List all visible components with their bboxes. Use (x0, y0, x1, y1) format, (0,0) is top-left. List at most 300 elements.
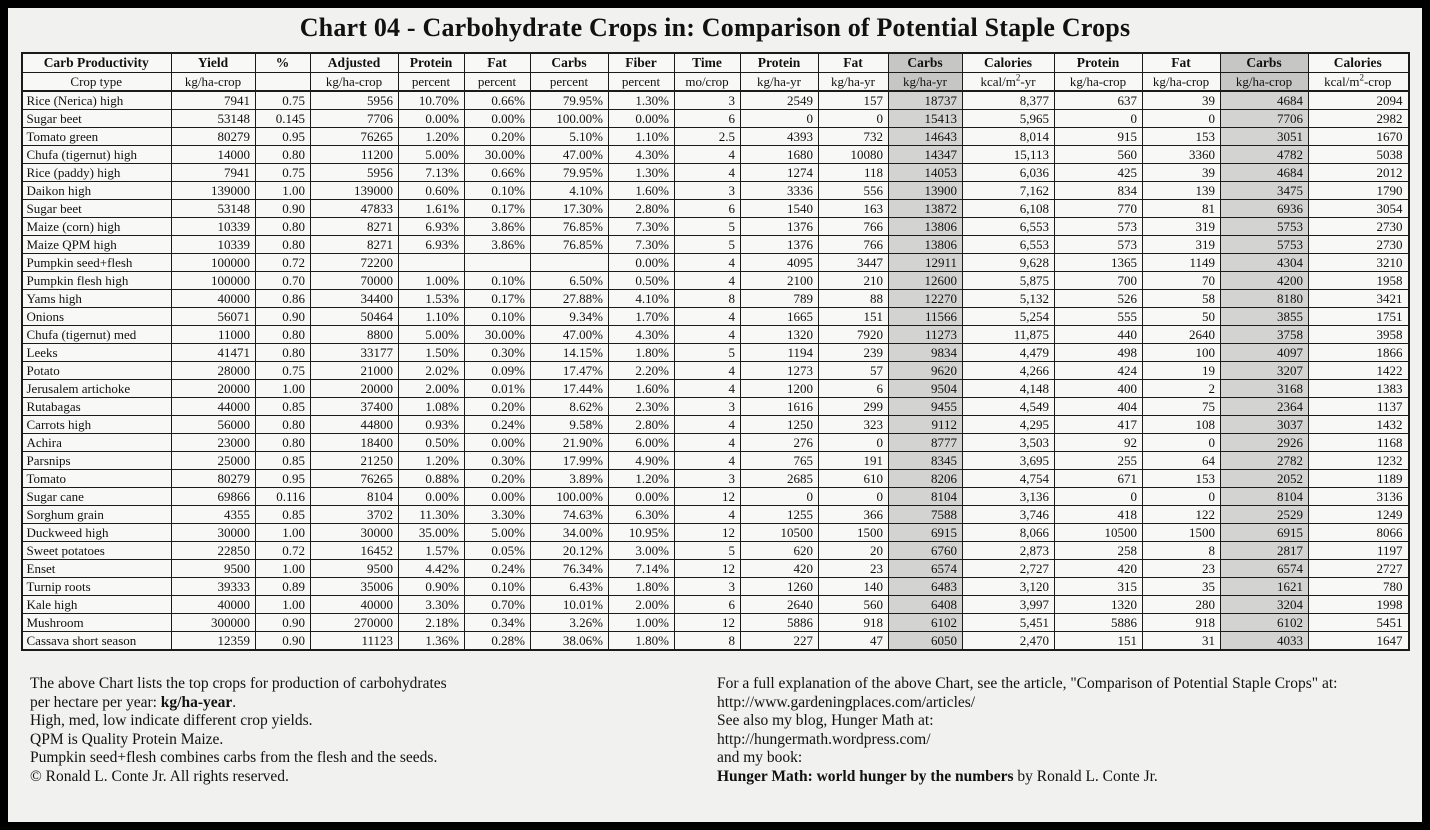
value-cell: 1.53% (399, 290, 465, 308)
value-cell: 2.30% (609, 398, 675, 416)
value-cell: 0.10% (465, 272, 531, 290)
value-cell: 5886 (1055, 614, 1143, 632)
value-cell: 0.20% (465, 128, 531, 146)
value-cell: 53148 (172, 110, 256, 128)
value-cell: 33177 (311, 344, 399, 362)
crop-name-cell: Sugar beet (22, 110, 172, 128)
value-cell: 2685 (741, 470, 819, 488)
value-cell: 4 (675, 506, 741, 524)
value-cell: 573 (1055, 218, 1143, 236)
value-cell: 0.60% (399, 182, 465, 200)
value-cell: 2640 (741, 596, 819, 614)
value-cell: 1432 (1309, 416, 1409, 434)
value-cell: 8 (1143, 542, 1221, 560)
value-cell: 4,549 (963, 398, 1055, 416)
value-cell: 80279 (172, 128, 256, 146)
value-cell: 2,470 (963, 632, 1055, 651)
value-cell: 315 (1055, 578, 1143, 596)
value-cell: 637 (1055, 91, 1143, 110)
value-cell: 4 (675, 452, 741, 470)
value-cell: 1320 (741, 326, 819, 344)
table-row (22, 398, 1409, 416)
crop-name-cell: Rice (Nerica) high (22, 91, 172, 110)
crop-name-cell: Potato (22, 362, 172, 380)
value-cell: 498 (1055, 344, 1143, 362)
value-cell: 0.00% (609, 488, 675, 506)
value-cell: 0.75 (256, 91, 311, 110)
value-cell: 404 (1055, 398, 1143, 416)
value-cell: 6915 (889, 524, 963, 542)
value-cell: 4,754 (963, 470, 1055, 488)
value-cell: 620 (741, 542, 819, 560)
value-cell: 1168 (1309, 434, 1409, 452)
value-cell: 4 (675, 272, 741, 290)
value-cell: 0.80 (256, 218, 311, 236)
value-cell: 6 (675, 110, 741, 128)
value-cell: 0.72 (256, 254, 311, 272)
table-row (22, 380, 1409, 398)
value-cell: 1998 (1309, 596, 1409, 614)
value-cell: 3855 (1221, 308, 1309, 326)
footer-bold-text: Hunger Math: world hunger by the numbers (717, 767, 1014, 785)
value-cell: 1.08% (399, 398, 465, 416)
table-row (22, 470, 1409, 488)
value-cell: 2 (1143, 380, 1221, 398)
footer-line (717, 712, 1422, 731)
value-cell: 3.86% (465, 218, 531, 236)
value-cell: 76.85% (531, 218, 609, 236)
value-cell: 0.24% (465, 416, 531, 434)
value-cell: 12 (675, 488, 741, 506)
value-cell: 9620 (889, 362, 963, 380)
value-cell: 14000 (172, 146, 256, 164)
value-cell: 108 (1143, 416, 1221, 434)
value-cell: 139000 (311, 182, 399, 200)
value-cell: 7.14% (609, 560, 675, 578)
value-cell: 0.00% (609, 110, 675, 128)
value-cell: 100.00% (531, 488, 609, 506)
crop-name-cell: Sugar cane (22, 488, 172, 506)
value-cell: 5 (675, 542, 741, 560)
value-cell: 20000 (311, 380, 399, 398)
crop-name-cell: Onions (22, 308, 172, 326)
value-cell: 1500 (819, 524, 889, 542)
value-cell: 1.80% (609, 578, 675, 596)
value-cell: 6936 (1221, 200, 1309, 218)
value-cell: 3210 (1309, 254, 1409, 272)
value-cell: 8206 (889, 470, 963, 488)
value-cell: 2982 (1309, 110, 1409, 128)
value-cell: 9455 (889, 398, 963, 416)
value-cell: 14643 (889, 128, 963, 146)
footer (8, 675, 1422, 786)
value-cell: 4,266 (963, 362, 1055, 380)
value-cell: 6 (675, 596, 741, 614)
value-cell: 0.34% (465, 614, 531, 632)
table-row (22, 326, 1409, 344)
value-cell: 0.75 (256, 164, 311, 182)
value-cell: 47833 (311, 200, 399, 218)
value-cell: 1.70% (609, 308, 675, 326)
value-cell: 227 (741, 632, 819, 651)
value-cell: 6408 (889, 596, 963, 614)
value-cell: 14347 (889, 146, 963, 164)
value-cell: 0.86 (256, 290, 311, 308)
value-cell: 6574 (1221, 560, 1309, 578)
value-cell: 2,727 (963, 560, 1055, 578)
value-cell: 56071 (172, 308, 256, 326)
value-cell: 3.30% (465, 506, 531, 524)
value-cell: 4,295 (963, 416, 1055, 434)
value-cell: 75 (1143, 398, 1221, 416)
crop-name-cell: Jerusalem artichoke (22, 380, 172, 398)
value-cell: 1376 (741, 236, 819, 254)
crop-name-cell: Sweet potatoes (22, 542, 172, 560)
table-row (22, 200, 1409, 218)
value-cell: 3,120 (963, 578, 1055, 596)
crop-name-cell: Tomato green (22, 128, 172, 146)
value-cell: 0.90 (256, 632, 311, 651)
value-cell: 50464 (311, 308, 399, 326)
value-cell: 4684 (1221, 91, 1309, 110)
value-cell: 4 (675, 254, 741, 272)
value-cell: 3054 (1309, 200, 1409, 218)
value-cell: 4.90% (609, 452, 675, 470)
value-cell: 0.17% (465, 290, 531, 308)
column-header-11: Carbs (889, 53, 963, 72)
value-cell: 17.99% (531, 452, 609, 470)
column-unit-14: kg/ha-crop (1143, 72, 1221, 91)
table-row (22, 91, 1409, 110)
header-row (22, 53, 1409, 72)
value-cell: 6 (675, 200, 741, 218)
column-header-1: Yield (172, 53, 256, 72)
table-row (22, 128, 1409, 146)
value-cell: 0.145 (256, 110, 311, 128)
value-cell: 1194 (741, 344, 819, 362)
value-cell: 13806 (889, 218, 963, 236)
value-cell: 7941 (172, 91, 256, 110)
value-cell: 3447 (819, 254, 889, 272)
value-cell: 35.00% (399, 524, 465, 542)
value-cell: 1.00% (399, 272, 465, 290)
value-cell: 40000 (172, 290, 256, 308)
column-unit-10: kg/ha-yr (819, 72, 889, 91)
value-cell: 4033 (1221, 632, 1309, 651)
value-cell: 11,875 (963, 326, 1055, 344)
value-cell: 74.63% (531, 506, 609, 524)
value-cell: 25000 (172, 452, 256, 470)
value-cell: 3702 (311, 506, 399, 524)
column-unit-15: kg/ha-crop (1221, 72, 1309, 91)
value-cell: 1137 (1309, 398, 1409, 416)
value-cell: 0.70 (256, 272, 311, 290)
value-cell: 163 (819, 200, 889, 218)
value-cell: 0.05% (465, 542, 531, 560)
value-cell: 2529 (1221, 506, 1309, 524)
value-cell: 0.93% (399, 416, 465, 434)
value-cell: 0.72 (256, 542, 311, 560)
value-cell: 8180 (1221, 290, 1309, 308)
column-header-4: Protein (399, 53, 465, 72)
crop-name-cell: Tomato (22, 470, 172, 488)
value-cell: 5956 (311, 91, 399, 110)
crop-name-cell: Chufa (tigernut) med (22, 326, 172, 344)
value-cell: 4 (675, 308, 741, 326)
value-cell: 10.95% (609, 524, 675, 542)
value-cell: 8271 (311, 236, 399, 254)
crop-name-cell: Carrots high (22, 416, 172, 434)
value-cell: 64 (1143, 452, 1221, 470)
value-cell: 153 (1143, 470, 1221, 488)
crop-name-cell: Achira (22, 434, 172, 452)
value-cell: 0.28% (465, 632, 531, 651)
crop-name-cell: Parsnips (22, 452, 172, 470)
value-cell: 14053 (889, 164, 963, 182)
value-cell: 11200 (311, 146, 399, 164)
value-cell: 1.20% (399, 128, 465, 146)
value-cell: 0 (741, 488, 819, 506)
value-cell: 5451 (1309, 614, 1409, 632)
value-cell: 7.30% (609, 236, 675, 254)
value-cell: 20000 (172, 380, 256, 398)
value-cell: 4095 (741, 254, 819, 272)
value-cell: 18737 (889, 91, 963, 110)
value-cell: 4097 (1221, 344, 1309, 362)
value-cell: 0.20% (465, 470, 531, 488)
value-cell: 4.10% (609, 290, 675, 308)
value-cell: 1274 (741, 164, 819, 182)
value-cell: 5,965 (963, 110, 1055, 128)
value-cell: 8345 (889, 452, 963, 470)
value-cell: 58 (1143, 290, 1221, 308)
value-cell: 8800 (311, 326, 399, 344)
value-cell: 1.50% (399, 344, 465, 362)
crop-name-cell: Pumpkin seed+flesh (22, 254, 172, 272)
value-cell: 17.30% (531, 200, 609, 218)
column-unit-9: kg/ha-yr (741, 72, 819, 91)
value-cell: 4355 (172, 506, 256, 524)
footer-line (30, 675, 717, 694)
value-cell: 10339 (172, 236, 256, 254)
footer-line (30, 731, 717, 750)
value-cell: 27.88% (531, 290, 609, 308)
crop-name-cell: Sugar beet (22, 200, 172, 218)
value-cell: 4 (675, 164, 741, 182)
value-cell: 1790 (1309, 182, 1409, 200)
value-cell: 0 (819, 488, 889, 506)
footer-text: and my book: (717, 749, 803, 766)
value-cell: 11566 (889, 308, 963, 326)
column-unit-5: percent (465, 72, 531, 91)
value-cell: 3958 (1309, 326, 1409, 344)
value-cell: 153 (1143, 128, 1221, 146)
value-cell: 3 (675, 182, 741, 200)
value-cell: 560 (819, 596, 889, 614)
value-cell: 6102 (1221, 614, 1309, 632)
value-cell: 6.00% (609, 434, 675, 452)
value-cell: 69866 (172, 488, 256, 506)
value-cell: 4 (675, 326, 741, 344)
value-cell: 440 (1055, 326, 1143, 344)
column-unit-2 (256, 72, 311, 91)
value-cell: 1616 (741, 398, 819, 416)
value-cell: 16452 (311, 542, 399, 560)
value-cell: 0.90 (256, 308, 311, 326)
value-cell: 0 (1143, 110, 1221, 128)
value-cell: 2094 (1309, 91, 1409, 110)
value-cell: 3 (675, 470, 741, 488)
value-cell: 918 (819, 614, 889, 632)
value-cell: 0.80 (256, 416, 311, 434)
column-unit-6: percent (531, 72, 609, 91)
table-row (22, 452, 1409, 470)
value-cell: 0.70% (465, 596, 531, 614)
value-cell: 4.30% (609, 146, 675, 164)
value-cell: 0.00% (609, 254, 675, 272)
value-cell: 276 (741, 434, 819, 452)
value-cell: 5,451 (963, 614, 1055, 632)
value-cell: 12911 (889, 254, 963, 272)
footer-line (717, 731, 1422, 750)
value-cell: 39333 (172, 578, 256, 596)
value-cell: 17.47% (531, 362, 609, 380)
value-cell: 0.80 (256, 326, 311, 344)
column-header-8: Time (675, 53, 741, 72)
value-cell: 2.20% (609, 362, 675, 380)
column-header-2: % (256, 53, 311, 72)
value-cell (399, 254, 465, 272)
value-cell: 6.93% (399, 218, 465, 236)
value-cell: 1.00 (256, 524, 311, 542)
footer-text: See also my blog, Hunger Math at: (717, 712, 934, 729)
value-cell: 7941 (172, 164, 256, 182)
value-cell: 0.116 (256, 488, 311, 506)
value-cell: 3207 (1221, 362, 1309, 380)
value-cell: 70000 (311, 272, 399, 290)
table-row (22, 236, 1409, 254)
footer-text: Pumpkin seed+flesh combines carbs from the flesh and the seeds. (30, 749, 438, 766)
footer-text: High, med, low indicate different crop yields. (30, 712, 313, 729)
footer-line (30, 768, 717, 787)
table-header (22, 53, 1409, 91)
value-cell: 1232 (1309, 452, 1409, 470)
value-cell: 1.10% (609, 128, 675, 146)
value-cell: 2.18% (399, 614, 465, 632)
value-cell: 3758 (1221, 326, 1309, 344)
value-cell: 766 (819, 218, 889, 236)
footer-text: per hectare per year: (30, 693, 161, 711)
value-cell: 79.95% (531, 91, 609, 110)
value-cell: 10080 (819, 146, 889, 164)
value-cell: 13900 (889, 182, 963, 200)
value-cell: 4304 (1221, 254, 1309, 272)
footer-line (717, 675, 1422, 694)
value-cell: 92 (1055, 434, 1143, 452)
value-cell: 1383 (1309, 380, 1409, 398)
value-cell: 0.24% (465, 560, 531, 578)
value-cell: 7920 (819, 326, 889, 344)
value-cell: 555 (1055, 308, 1143, 326)
value-cell: 88 (819, 290, 889, 308)
value-cell: 3475 (1221, 182, 1309, 200)
table-row (22, 110, 1409, 128)
value-cell: 2817 (1221, 542, 1309, 560)
value-cell: 2.80% (609, 200, 675, 218)
value-cell: 1.60% (609, 182, 675, 200)
footer-text: For a full explanation of the above Chart, see the article, "Comparison of Potential Staple Crops" at: (717, 675, 1338, 692)
value-cell: 15,113 (963, 146, 1055, 164)
value-cell: 3 (675, 91, 741, 110)
value-cell: 34.00% (531, 524, 609, 542)
value-cell: 10500 (1055, 524, 1143, 542)
value-cell: 258 (1055, 542, 1143, 560)
value-cell: 400 (1055, 380, 1143, 398)
value-cell: 6483 (889, 578, 963, 596)
value-cell: 1249 (1309, 506, 1409, 524)
value-cell: 57 (819, 362, 889, 380)
footer-text: http://hungermath.wordpress.com/ (717, 730, 931, 748)
value-cell: 23 (819, 560, 889, 578)
value-cell: 72200 (311, 254, 399, 272)
value-cell: 4 (675, 416, 741, 434)
value-cell: 40000 (311, 596, 399, 614)
value-cell: 3051 (1221, 128, 1309, 146)
value-cell: 1.00 (256, 560, 311, 578)
value-cell: 366 (819, 506, 889, 524)
footer-text: by Ronald L. Conte Jr. (1013, 767, 1158, 785)
value-cell: 1670 (1309, 128, 1409, 146)
column-unit-3: kg/ha-crop (311, 72, 399, 91)
value-cell: 280 (1143, 596, 1221, 614)
value-cell: 53148 (172, 200, 256, 218)
value-cell: 76265 (311, 128, 399, 146)
value-cell: 732 (819, 128, 889, 146)
footer-line (717, 749, 1422, 768)
value-cell: 0.09% (465, 362, 531, 380)
value-cell: 13872 (889, 200, 963, 218)
footer-line (717, 694, 1422, 713)
value-cell: 18400 (311, 434, 399, 452)
value-cell: 1.30% (609, 91, 675, 110)
table-row (22, 164, 1409, 182)
table-row (22, 542, 1409, 560)
table-row (22, 272, 1409, 290)
value-cell: 1.57% (399, 542, 465, 560)
value-cell: 35 (1143, 578, 1221, 596)
column-header-0: Carb Productivity (22, 53, 172, 72)
table-body (22, 91, 1409, 650)
value-cell: 11123 (311, 632, 399, 651)
value-cell: 2100 (741, 272, 819, 290)
value-cell: 100.00% (531, 110, 609, 128)
value-cell: 1665 (741, 308, 819, 326)
value-cell: 915 (1055, 128, 1143, 146)
value-cell: 834 (1055, 182, 1143, 200)
value-cell: 9,628 (963, 254, 1055, 272)
value-cell: 319 (1143, 236, 1221, 254)
value-cell: 20.12% (531, 542, 609, 560)
value-cell: 2364 (1221, 398, 1309, 416)
column-header-12: Calories (963, 53, 1055, 72)
value-cell: 9112 (889, 416, 963, 434)
value-cell: 425 (1055, 164, 1143, 182)
column-header-3: Adjusted (311, 53, 399, 72)
value-cell: 12600 (889, 272, 963, 290)
value-cell: 1.80% (609, 632, 675, 651)
value-cell: 1647 (1309, 632, 1409, 651)
value-cell: 0.85 (256, 398, 311, 416)
